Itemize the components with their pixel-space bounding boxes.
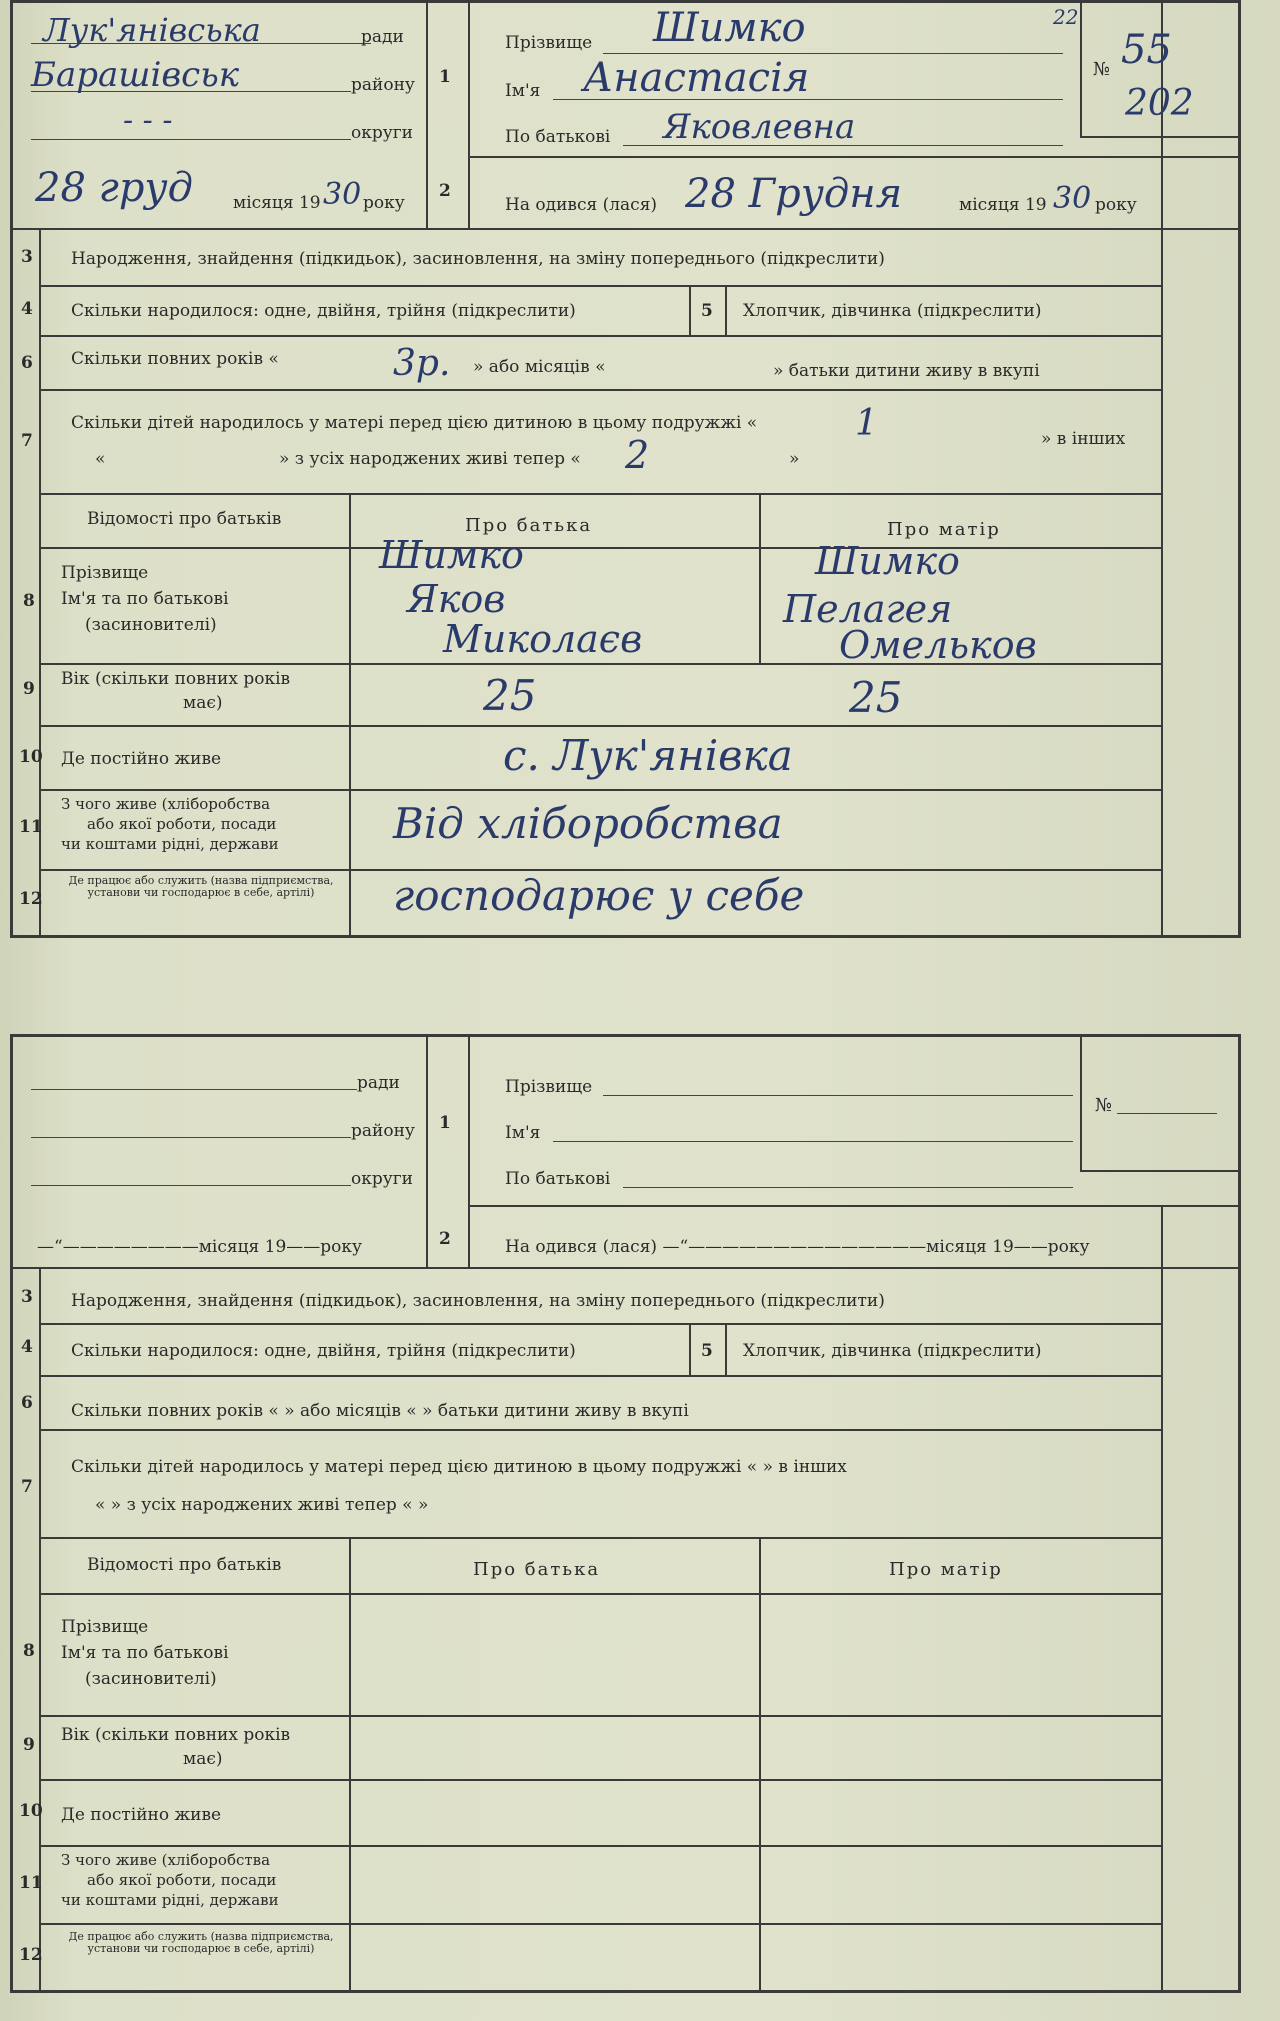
row-number-7-form2: 7 [21,1477,33,1497]
row-number-11: 11 [19,817,43,837]
row6-text-a: Скільки повних років « [71,349,279,369]
row7-text-c: « [95,449,106,469]
raion-handwriting: Барашівськ [31,55,240,95]
year-handwriting: 30 [323,177,362,212]
row-number-5: 5 [701,301,713,321]
parents-label: Відомості про батьків [87,509,282,529]
mother-age: 25 [849,673,903,722]
rada-handwriting: Лук'янівська [43,11,261,49]
row-number-6: 6 [21,353,33,373]
wed-label: На одився (лася) [505,195,658,215]
okrug-handwriting: - - - [123,103,173,138]
row-number-1: 1 [439,67,451,87]
mother-surname: Шимко [815,539,960,583]
surname-label-2: Прізвище [505,1077,593,1097]
wed-date-handwriting: 28 Грудня [685,171,903,217]
row9-text-b-2: має) [183,1749,223,1769]
row6-text-c: » батьки дитини живу в вкупі [773,361,1040,381]
row11-text-c-2: чи коштами рідні, держави [61,1891,279,1909]
row4-text: Скільки народилося: одне, двійня, трійня (підкреслити) [71,301,576,321]
row8-text-b-2: Ім'я та по батькові [61,1643,229,1663]
row7-text-a: Скільки дітей народилось у матері перед цією дитиною в цьому подружжі « [71,413,758,433]
raion-label-2: району [351,1121,415,1141]
row-number-3: 3 [21,247,33,267]
row-number-8: 8 [23,591,35,611]
mother-patronymic: Омельков [839,623,1037,667]
number-handwriting-2: 202 [1125,83,1194,124]
row8-text-c: (засиновителі) [85,615,217,635]
patronymic-label-2: По батькові [505,1169,611,1189]
row-number-2-form2: 2 [439,1229,451,1249]
row10-text-2: Де постійно живе [61,1805,222,1825]
row-number-4-form2: 4 [21,1337,33,1357]
row12-handwriting: господарює у себе [393,871,805,920]
row7-text-b: » в інших [1041,429,1126,449]
row-number-10: 10 [19,747,43,767]
wed-label-2: На одився (лася) —“——————————————місяця 19——року [505,1237,1090,1257]
row7-text-b-2: « » з усіх народжених живі тепер « » [95,1495,429,1515]
row-number-12: 12 [19,889,43,909]
row8-text-a: Прізвище [61,563,149,583]
name-label-2: Ім'я [505,1123,541,1143]
row3-text: Народження, знайдення (підкидьок), засиновлення, на зміну попереднього (підкреслити) [71,249,885,269]
number-label: № [1093,59,1111,80]
row-number-8-form2: 8 [23,1641,35,1661]
row-number-9: 9 [23,679,35,699]
row11-text-a: З чого живе (хліборобства [61,795,271,813]
row6-text-b: » або місяців « [473,357,606,377]
number-label-2: № [1095,1095,1113,1116]
row9-text-b: має) [183,693,223,713]
row10-handwriting: с. Лук'янівка [503,731,793,780]
mother-label: Про матір [887,519,1001,540]
number-handwriting: 55 [1121,27,1172,73]
rada-label-2: ради [357,1073,400,1093]
okrug-label: округи [351,123,413,143]
row10-text: Де постійно живе [61,749,222,769]
row8-text-a-2: Прізвище [61,1617,149,1637]
row-number-7: 7 [21,431,33,451]
raion-label: району [351,75,415,95]
row-number-9-form2: 9 [23,1735,35,1755]
father-surname: Шимко [379,533,524,577]
row5-text-2: Хлопчик, дівчинка (підкреслити) [743,1341,1042,1361]
record-form-1 [10,0,1241,938]
date-handwriting: 28 груд [35,165,193,211]
row9-text-a: Вік (скільки повних років [61,669,291,689]
row11-handwriting: Від хліборобства [393,799,783,848]
row7-handwriting-a: 1 [855,403,878,444]
father-label-2: Про батька [473,1559,601,1580]
row7-handwriting-b: 2 [625,433,650,477]
row-number-4: 4 [21,299,33,319]
father-patronymic: Миколаєв [443,617,643,661]
row8-text-c-2: (засиновителі) [85,1669,217,1689]
surname-label: Прізвище [505,33,593,53]
row12-text: Де працює або служить (назва підприємства, установи чи господарює в себе, артілі) [68,874,334,899]
row-number-10-form2: 10 [19,1801,43,1821]
patronymic-handwriting: Яковлевна [663,107,856,147]
surname-handwriting: Шимко [653,5,806,51]
month-label: місяця 19 [233,193,321,213]
wed-year-handwriting: 30 [1053,181,1092,216]
father-label: Про батька [465,515,593,536]
wed-year-label: року [1095,195,1137,215]
row-number-6-form2: 6 [21,1393,33,1413]
row7-text-d: » з усіх народжених живі тепер « [279,449,581,469]
row4-text-2: Скільки народилося: одне, двійня, трійня (підкреслити) [71,1341,576,1361]
row3-text-2: Народження, знайдення (підкидьок), засиновлення, на зміну попереднього (підкреслити) [71,1291,885,1311]
mother-name: Пелагея [783,587,953,631]
mother-label-2: Про матір [889,1559,1003,1580]
row7-text-e: » [789,449,800,469]
row8-text-b: Ім'я та по батькові [61,589,229,609]
record-form-2 [10,1034,1241,1993]
row-number-2: 2 [439,181,451,201]
row11-text-b-2: або якої роботи, посади [87,1871,277,1889]
name-label: Ім'я [505,81,541,101]
row6-text-2: Скільки повних років « » або місяців « » батьки дитини живу в вкупі [71,1401,689,1421]
date-label-2: —“————————місяця 19——року [37,1237,363,1257]
row-number-12-form2: 12 [19,1945,43,1965]
row7-text-a-2: Скільки дітей народилось у матері перед цією дитиною в цьому подружжі « » в інших [71,1457,847,1477]
rada-label: ради [361,27,404,47]
father-age: 25 [483,671,537,720]
row11-text-a-2: З чого живе (хліборобства [61,1851,271,1869]
corner-handwriting: 22 [1053,5,1079,29]
row11-text-c: чи коштами рідні, держави [61,835,279,853]
row6-handwriting: 3р. [393,343,451,384]
row11-text-b: або якої роботи, посади [87,815,277,833]
row5-text: Хлопчик, дівчинка (підкреслити) [743,301,1042,321]
okrug-label-2: округи [351,1169,413,1189]
parents-label-2: Відомості про батьків [87,1555,282,1575]
row12-text-2: Де працює або служить (назва підприємства, установи чи господарює в себе, артілі) [68,1930,334,1955]
wed-month-label: місяця 19 [959,195,1047,215]
row9-text-a-2: Вік (скільки повних років [61,1725,291,1745]
father-name: Яков [407,577,506,621]
patronymic-label: По батькові [505,127,611,147]
name-handwriting: Анастасія [583,55,810,101]
row-number-11-form2: 11 [19,1873,43,1893]
row-number-3-form2: 3 [21,1287,33,1307]
row-number-5-form2: 5 [701,1341,713,1361]
row-number-1-form2: 1 [439,1113,451,1133]
year-label: року [363,193,405,213]
